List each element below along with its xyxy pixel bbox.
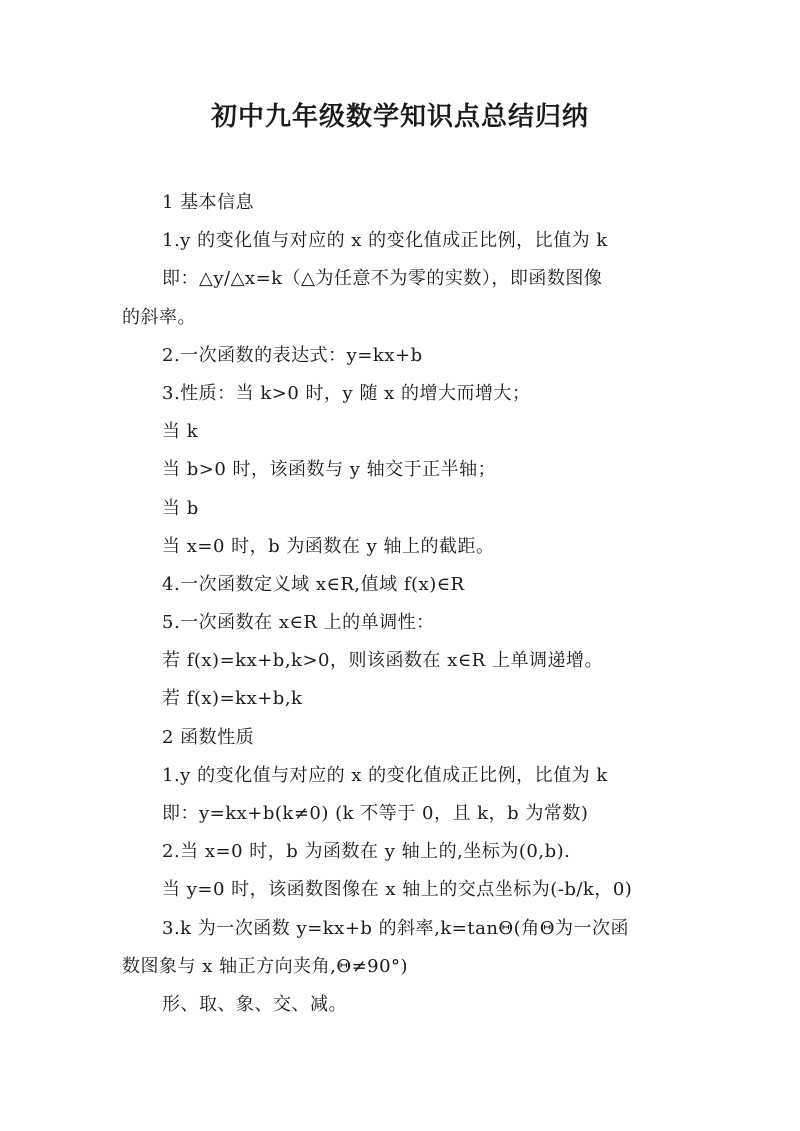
- paragraph-line: 1.y 的变化值与对应的 x 的变化值成正比例，比值为 k: [162, 764, 608, 786]
- paragraph-line: 若 f(x)=kx+b,k: [162, 688, 303, 710]
- paragraph-line: 1.y 的变化值与对应的 x 的变化值成正比例，比值为 k: [162, 230, 608, 252]
- paragraph-line: 3.性质：当 k>0 时，y 随 x 的增大而增大；: [162, 382, 531, 404]
- paragraph-line: 5.一次函数在 x∈R 上的单调性：: [162, 612, 435, 634]
- document-title: 初中九年级数学知识点总结归纳: [210, 102, 589, 132]
- section-heading: 1 基本信息: [162, 192, 255, 213]
- paragraph-line: 2.当 x=0 时，b 为函数在 y 轴上的,坐标为(0,b).: [162, 841, 571, 863]
- paragraph-line: 若 f(x)=kx+b,k>0，则该函数在 x∈R 上单调递增。: [162, 650, 603, 672]
- paragraph-line: 的斜率。: [122, 306, 196, 328]
- document-body: [122, 184, 682, 1024]
- paragraph-line: 当 b>0 时，该函数与 y 轴交于正半轴；: [162, 459, 497, 481]
- paragraph-line: 4.一次函数定义域 x∈R,值域 f(x)∈R: [162, 573, 465, 595]
- paragraph-line: 当 b: [162, 497, 199, 519]
- paragraph-line: 2.一次函数的表达式：y=kx+b: [162, 344, 423, 366]
- paragraph-line: 形、取、象、交、减。: [162, 993, 347, 1015]
- paragraph-line: 即：△y/△x=k（△为任意不为零的实数），即函数图像: [162, 268, 603, 290]
- paragraph-line: 当 x=0 时，b 为函数在 y 轴上的截距。: [162, 535, 495, 557]
- paragraph-line: 3.k 为一次函数 y=kx+b 的斜率,k=tanΘ(角Θ为一次函: [162, 917, 629, 939]
- paragraph-line: 数图象与 x 轴正方向夹角,Θ≠90°): [122, 955, 409, 977]
- paragraph-line: 当 y=0 时，该函数图像在 x 轴上的交点坐标为(-b/k，0): [162, 879, 633, 901]
- paragraph-line: 即：y=kx+b(k≠0) (k 不等于 0，且 k，b 为常数): [162, 803, 589, 824]
- paragraph-line: 当 k: [162, 421, 199, 443]
- section-heading: 2 函数性质: [162, 726, 255, 748]
